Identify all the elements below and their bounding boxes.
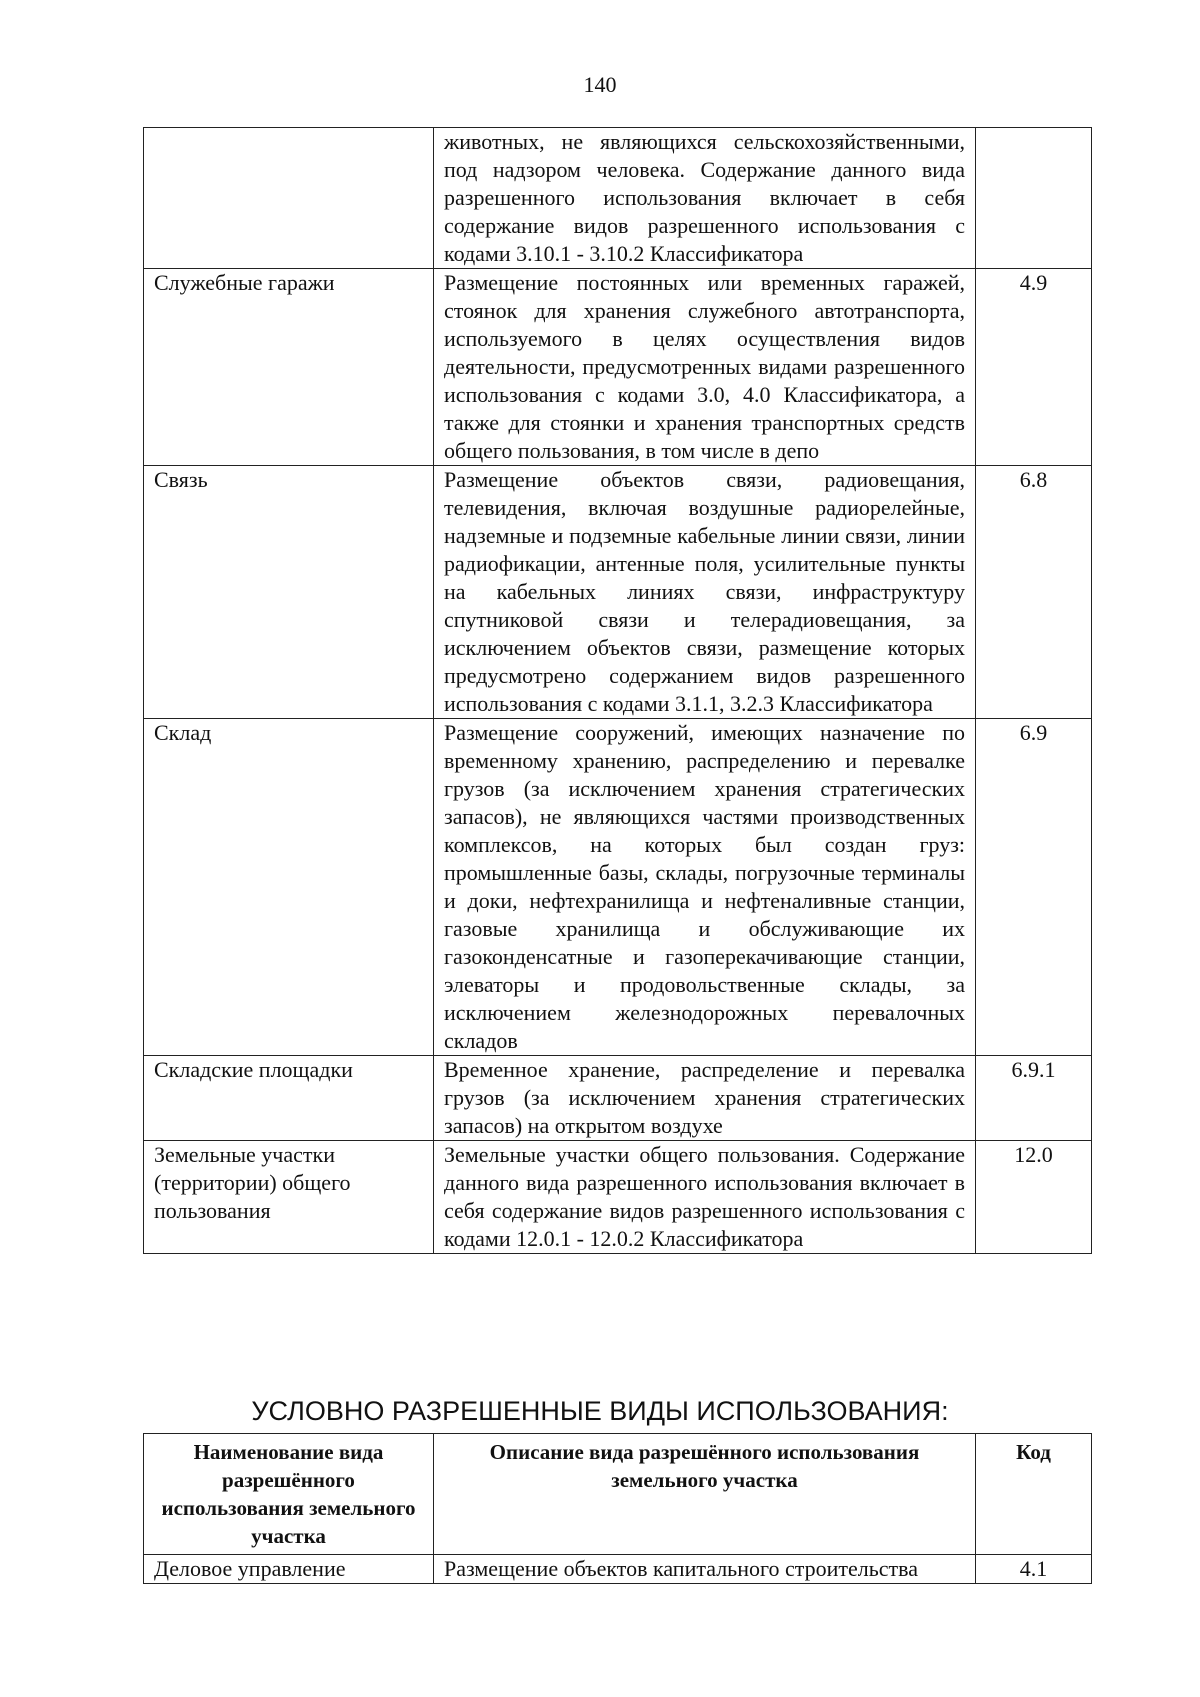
use-name: Деловое управление — [144, 1555, 434, 1584]
table-row — [144, 269, 1092, 466]
use-description: Земельные участки общего пользования. Содержание данного вида разрешенного использования включает в себя содержание видов разрешенного использования с кодами 12.0.1 - 12.0.2 Классификатора — [434, 1141, 976, 1254]
use-code — [976, 128, 1092, 269]
use-code: 6.9.1 — [976, 1056, 1092, 1141]
use-code: 4.1 — [976, 1555, 1092, 1584]
table-row — [144, 1056, 1092, 1141]
permitted-uses-table — [143, 127, 1092, 1254]
conditionally-permitted-uses-table — [143, 1433, 1092, 1584]
use-code: 4.9 — [976, 269, 1092, 466]
use-description: Временное хранение, распределение и перевалка грузов (за исключением хранения стратегических запасов) на открытом воздухе — [434, 1056, 976, 1141]
use-name: Склад — [144, 719, 434, 1056]
use-name: Складские площадки — [144, 1056, 434, 1141]
use-description: Размещение объектов капитального строительства — [434, 1555, 976, 1584]
use-name: Земельные участки (территории) общего пользования — [144, 1141, 434, 1254]
use-name: Служебные гаражи — [144, 269, 434, 466]
use-description: Размещение объектов связи, радиовещания, телевидения, включая воздушные радиорелейные, надземные и подземные кабельные линии связи, линии радиофикации, антенные поля, усилительные пункты на кабельных линиях связи, инфраструктуру спутниковой связи и телерадиовещания, за исключением объектов связи, размещение которых предусмотрено содержанием видов разрешенного использования с кодами 3.1.1, 3.2.3 Классификатора — [434, 466, 976, 719]
table-row — [144, 719, 1092, 1056]
table-row — [144, 128, 1092, 269]
table-row — [144, 1141, 1092, 1254]
use-name — [144, 128, 434, 269]
use-code: 6.8 — [976, 466, 1092, 719]
table-row — [144, 1555, 1092, 1584]
use-code: 6.9 — [976, 719, 1092, 1056]
use-description: Размещение сооружений, имеющих назначение по временному хранению, распределению и перевалке грузов (за исключением хранения стратегических запасов), не являющихся частями производственных комплексов, на которых был создан груз: промышленные базы, склады, погрузочные терминалы и доки, нефтехранилища и нефтеналивные станции, газовые хранилища и обслуживающие их газоконденсатные и газоперекачивающие станции, элеваторы и продовольственные склады, за исключением железнодорожных перевалочных складов — [434, 719, 976, 1056]
use-description: животных, не являющихся сельскохозяйственными, под надзором человека. Содержание данного вида разрешенного использования включает в себя содержание видов разрешенного использования с кодами 3.10.1 - 3.10.2 Классификатора — [434, 128, 976, 269]
table-header-row — [144, 1434, 1092, 1555]
header-name: Наименование вида разрешённого использования земельного участка — [144, 1434, 434, 1555]
use-code: 12.0 — [976, 1141, 1092, 1254]
use-name: Связь — [144, 466, 434, 719]
use-description: Размещение постоянных или временных гаражей, стоянок для хранения служебного автотранспорта, используемого в целях осуществления видов деятельности, предусмотренных видами разрешенного использования с кодами 3.0, 4.0 Классификатора, а также для стоянки и хранения транспортных средств общего пользования, в том числе в депо — [434, 269, 976, 466]
table-row — [144, 466, 1092, 719]
section-heading: УСЛОВНО РАЗРЕШЕННЫЕ ВИДЫ ИСПОЛЬЗОВАНИЯ: — [251, 1396, 949, 1426]
header-code: Код — [976, 1434, 1092, 1555]
header-description: Описание вида разрешённого использования земельного участка — [434, 1434, 976, 1555]
page-number: 140 — [583, 72, 617, 97]
